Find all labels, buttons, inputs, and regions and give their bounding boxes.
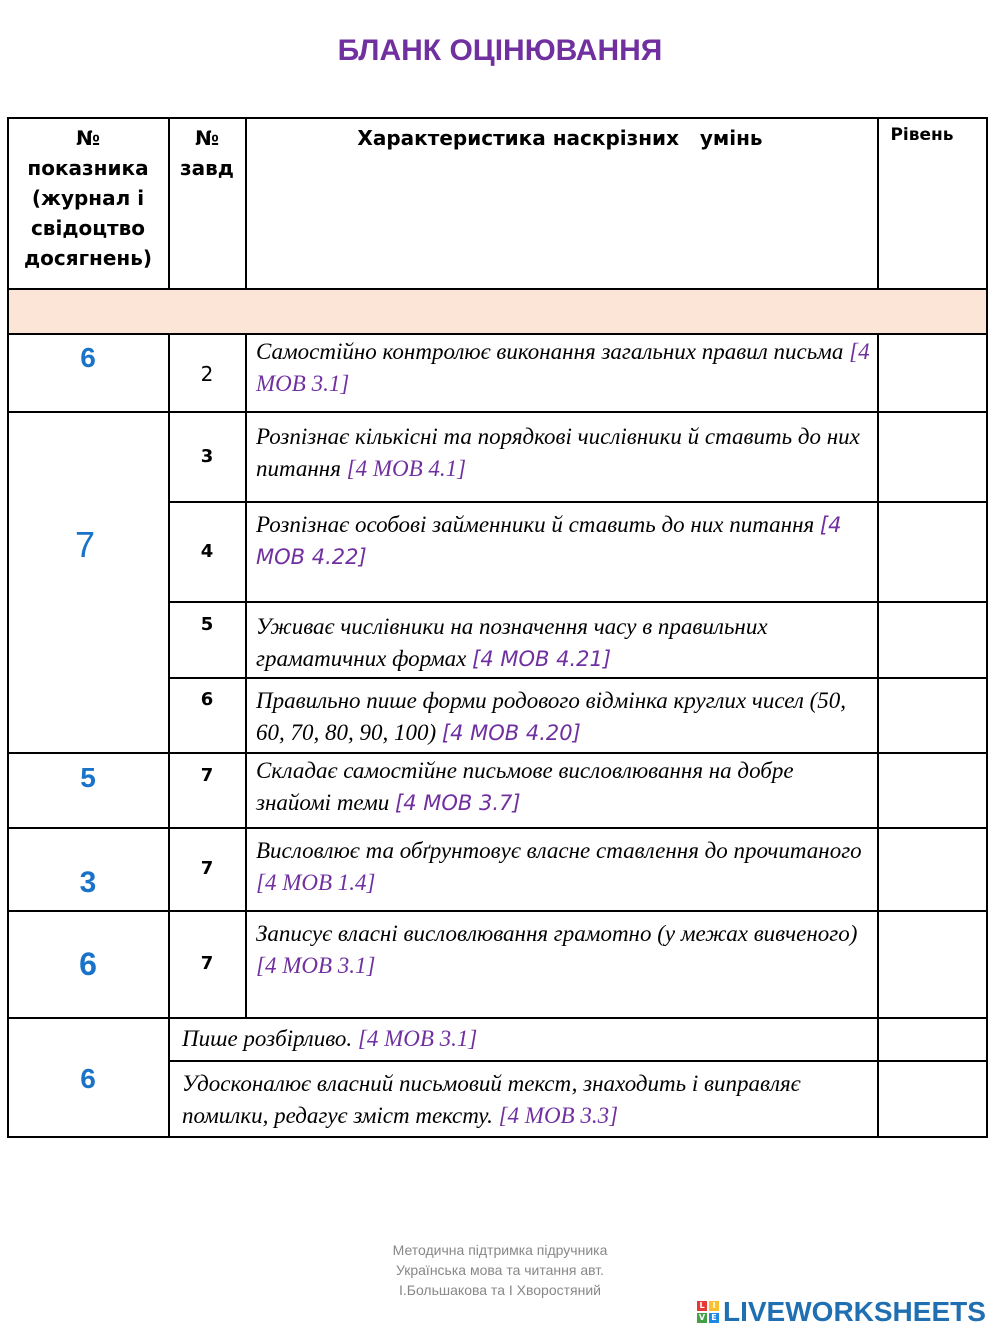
brand-name: LIVEWORKSHEETS [723, 1296, 986, 1327]
logo-letter: E [709, 1313, 719, 1323]
indicator-value: 3 [79, 866, 97, 899]
skill-description [182, 1068, 872, 1132]
curriculum-code: [4 МОВ 4.1] [346, 456, 467, 481]
table-row-line [7, 411, 988, 413]
table-border-left [7, 117, 9, 1138]
table-row-line [168, 501, 988, 503]
footer-line: Методична підтримка підручника [392, 1242, 608, 1258]
table-row-line [168, 677, 988, 679]
table-row-line [7, 752, 988, 754]
task-number: 7 [200, 953, 214, 974]
skill-description [256, 918, 871, 982]
task-number: 3 [200, 446, 214, 467]
table-col-line [877, 117, 879, 290]
curriculum-code: [4 МОВ 3.1] [256, 339, 870, 396]
skill-text: Правильно пише форми родового відмінка круглих чисел (50, 60, 70, 80, 90, 100) [256, 688, 847, 745]
table-col-line [245, 117, 247, 290]
skill-description [256, 755, 871, 819]
logo-letter: L [697, 1301, 707, 1311]
indicator-value: 6 [80, 1063, 96, 1094]
skill-text: Самостійно контролює виконання загальних правил письма [256, 339, 850, 364]
task-number: 6 [200, 689, 214, 710]
footer-credits [300, 1240, 700, 1300]
indicator-value: 6 [79, 946, 97, 982]
task-number: 7 [200, 765, 214, 786]
table-row-line [7, 1017, 988, 1019]
header-description: Характеристика наскрізних умінь [357, 126, 763, 150]
table-row-line [7, 910, 988, 912]
section-band [8, 290, 986, 333]
skill-text: Висловлює та обґрунтовує власне ставлення до прочитаного [256, 838, 862, 863]
indicator-value: 5 [80, 762, 96, 793]
table-border-bottom [7, 1136, 988, 1138]
skill-text: Пише розбірливо. [182, 1026, 358, 1051]
skill-description [256, 611, 871, 675]
skill-description [256, 685, 871, 749]
header-indicator: № показника (журнал і свідоцтво досягнень) [23, 126, 153, 270]
skill-description [256, 336, 871, 400]
logo-letter: I [709, 1301, 719, 1311]
skill-description [256, 421, 871, 485]
indicator-value: 6 [80, 342, 96, 373]
skill-description [182, 1023, 872, 1055]
task-number: 2 [200, 362, 214, 386]
logo-letter: V [698, 1313, 706, 1322]
curriculum-code: [4 МОВ 4.21] [472, 647, 612, 671]
task-number: 4 [200, 541, 214, 562]
table-col-line [877, 333, 879, 1138]
skill-text: Розпізнає особові займенники й ставить до них питання [256, 512, 820, 537]
skill-text: Записує власні висловлювання грамотно (у межах вивченого) [256, 921, 858, 946]
table-border-top [7, 117, 988, 119]
curriculum-code: [4 МОВ 3.3] [498, 1103, 619, 1128]
header-task: № завд [180, 126, 234, 180]
skill-text: Складає самостійне письмове висловлювання на добре знайомі теми [256, 758, 794, 815]
skill-text: Розпізнає кількісні та порядкові числівники й ставить до них питання [256, 424, 860, 481]
header-level: Рівень [890, 125, 954, 145]
table-row-line [168, 601, 988, 603]
table-col-line [168, 117, 170, 290]
skill-text: Удосконалює власний письмовий текст, знаходить і виправляє помилки, редагує зміст тексту. [182, 1071, 801, 1128]
task-number: 7 [200, 858, 214, 879]
indicator-value: 7 [74, 524, 96, 565]
curriculum-code: [4 МОВ 1.4] [256, 870, 376, 895]
liveworksheets-logo-icon [697, 1301, 719, 1323]
skill-text: Уживає числівники на позначення часу в правильних граматичних формах [256, 614, 768, 671]
curriculum-code: [4 МОВ 4.20] [441, 721, 581, 745]
page-title: БЛАНК ОЦІНЮВАННЯ [337, 34, 663, 67]
task-number: 5 [200, 614, 214, 635]
liveworksheets-brand [697, 1296, 986, 1328]
table-row-line [168, 1060, 988, 1062]
skill-description [256, 835, 871, 899]
table-row-line [7, 288, 988, 290]
skill-description [256, 509, 871, 573]
curriculum-code: [4 МОВ 3.7] [395, 791, 521, 815]
footer-line: Українська мова та читання авт. [395, 1262, 605, 1278]
table-row-line [7, 827, 988, 829]
curriculum-code: [4 МОВ 3.1] [357, 1026, 478, 1051]
curriculum-code: [4 МОВ 4.22] [256, 513, 842, 569]
table-border-right [986, 117, 988, 1138]
table-col-line [245, 333, 247, 1019]
footer-line: І.Большакова та І Хворостяний [398, 1282, 601, 1298]
table-row-line [7, 333, 988, 335]
curriculum-code: [4 МОВ 3.1] [256, 953, 376, 978]
